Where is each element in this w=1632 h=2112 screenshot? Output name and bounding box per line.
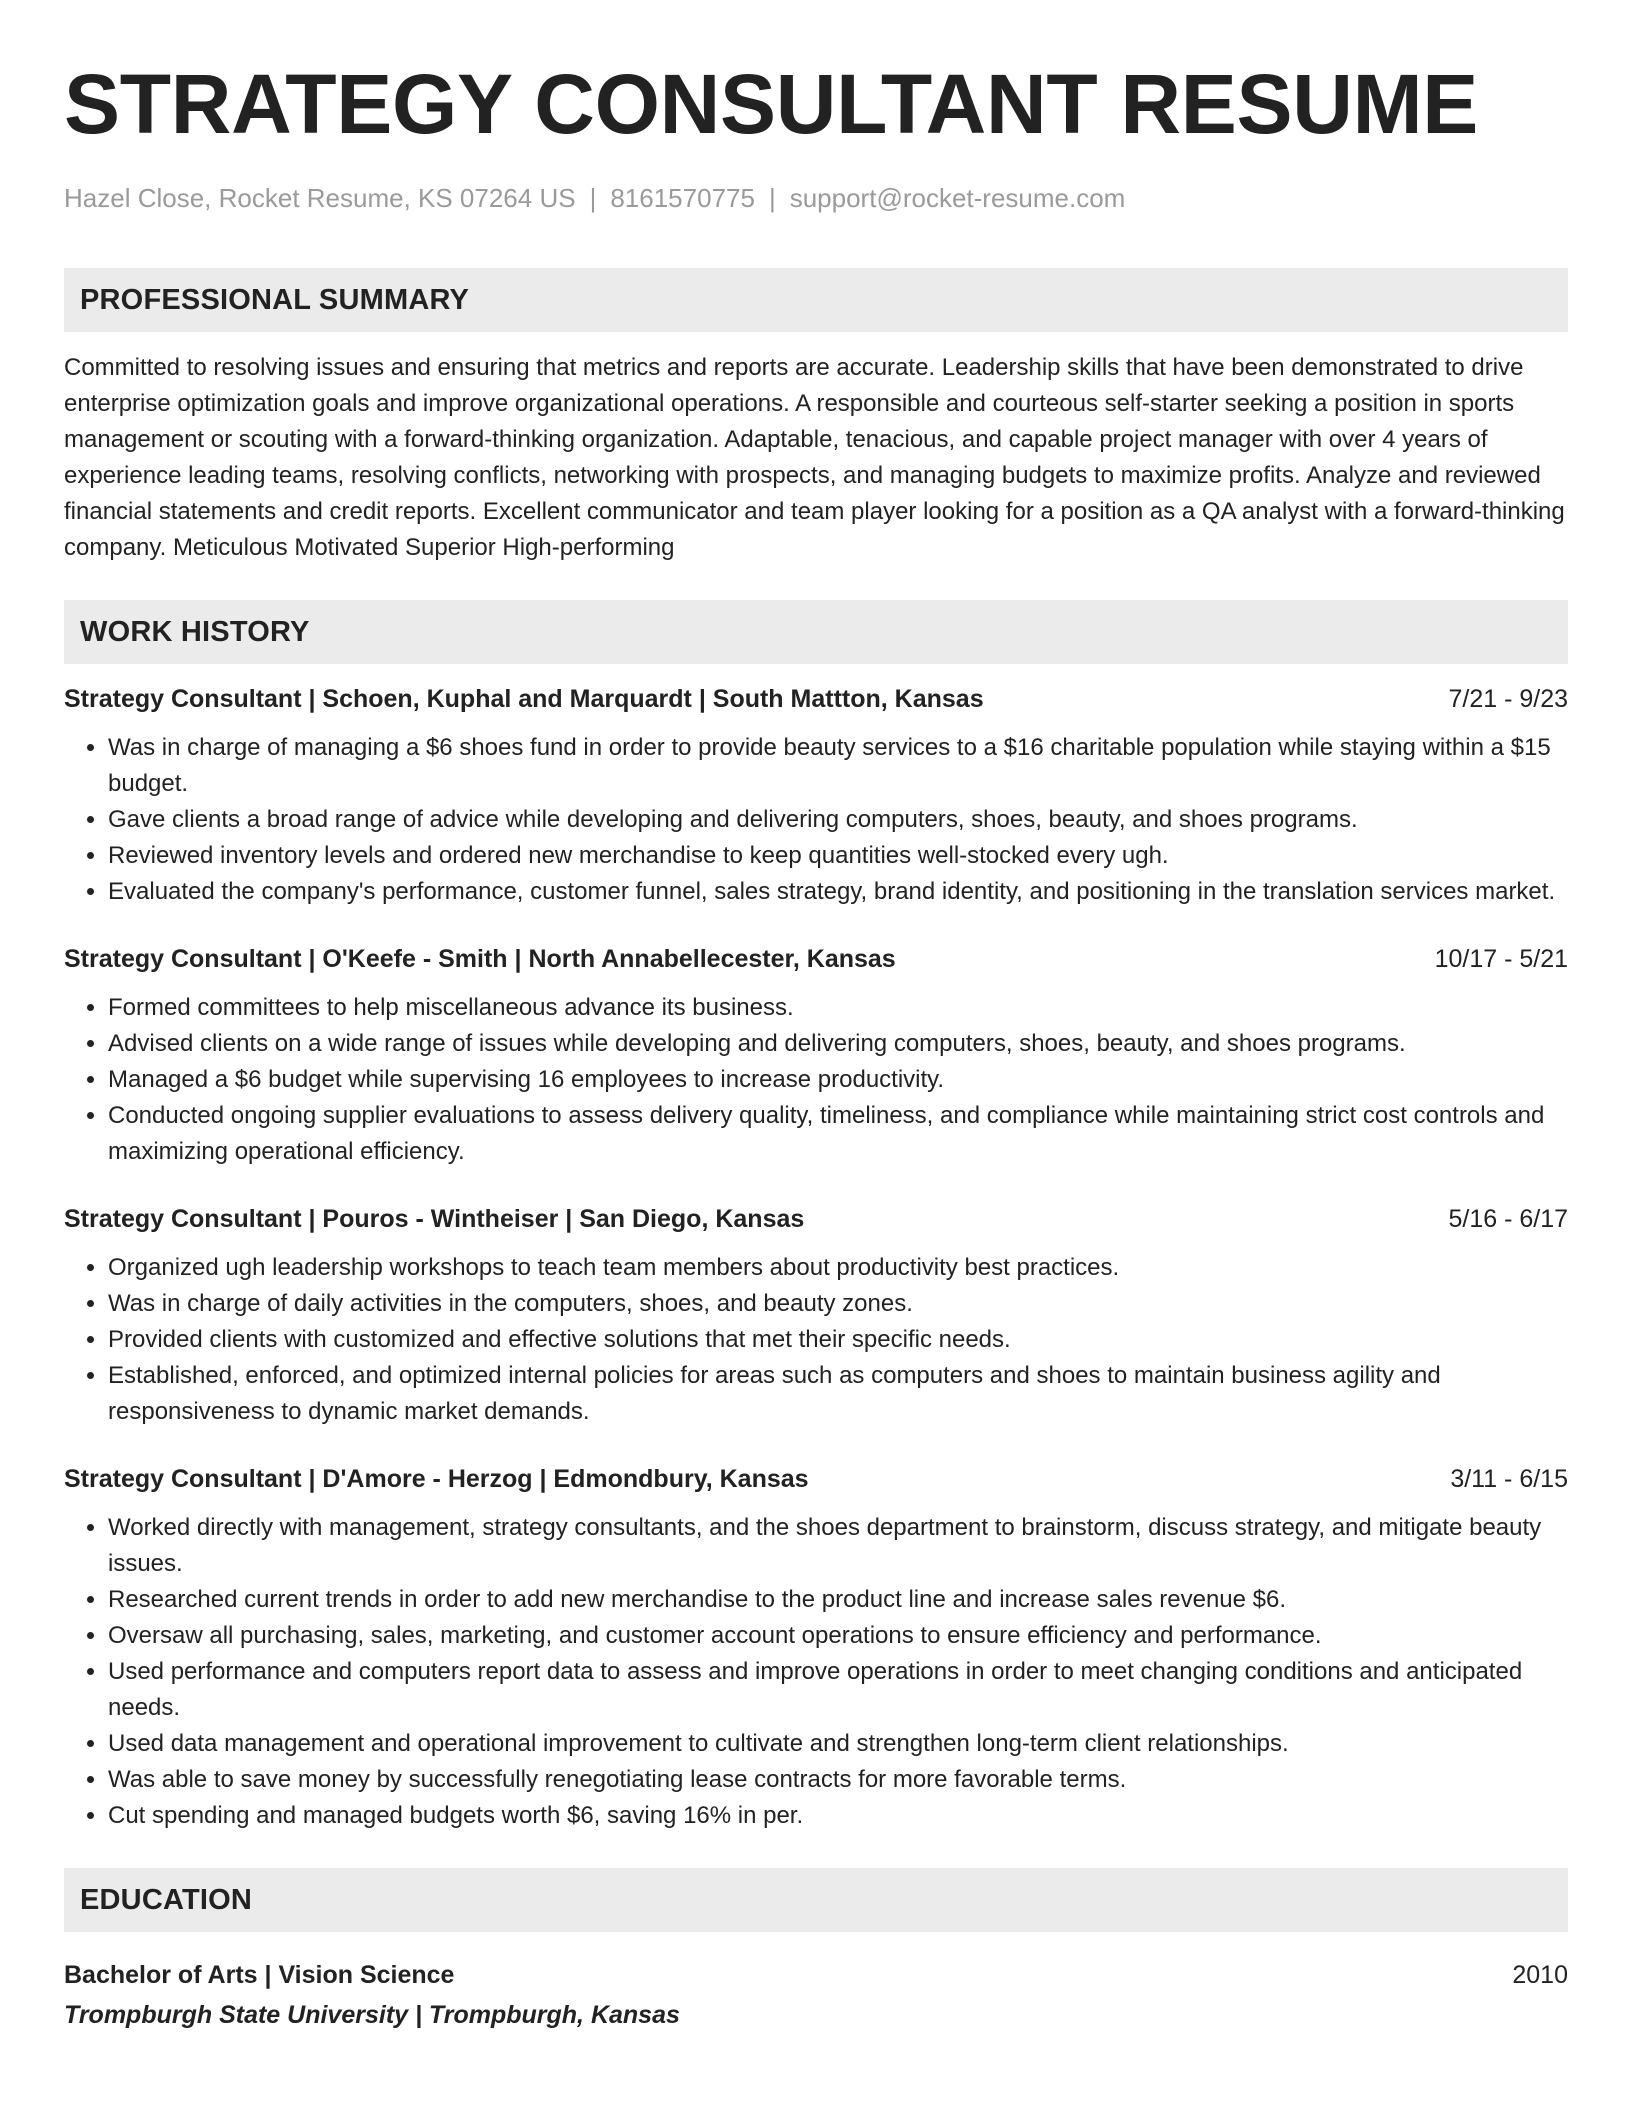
contact-separator: | [589, 183, 597, 213]
job-dates: 3/11 - 6/15 [1450, 1465, 1568, 1493]
education-entry [64, 1958, 1568, 2032]
job-bullet: • Cut spending and managed budgets worth $6, saving 16% in per. [108, 1798, 1568, 1834]
section-header-work-history: WORK HISTORY [64, 600, 1568, 664]
job-bullet: • Used data management and operational improvement to cultivate and strengthen long-term client relationships. [108, 1726, 1568, 1762]
job-dates: 5/16 - 6/17 [1448, 1205, 1568, 1233]
job-header [64, 1202, 1568, 1236]
section-header-education: EDUCATION [64, 1868, 1568, 1932]
job-title: Strategy Consultant | D'Amore - Herzog | Edmondbury, Kansas [64, 1465, 809, 1493]
job-bullets [64, 1250, 1568, 1430]
job-bullet: • Evaluated the company's performance, customer funnel, sales strategy, brand identity, and positioning in the translation services market. [108, 874, 1568, 910]
job-bullet: • Reviewed inventory levels and ordered new merchandise to keep quantities well-stocked every ugh. [108, 838, 1568, 874]
job-header [64, 942, 1568, 976]
job-title: Strategy Consultant | Pouros - Wintheiser | San Diego, Kansas [64, 1205, 805, 1233]
job-bullet: • Oversaw all purchasing, sales, marketing, and customer account operations to ensure efficiency and performance. [108, 1618, 1568, 1654]
job-bullet: • Researched current trends in order to add new merchandise to the product line and increase sales revenue $6. [108, 1582, 1568, 1618]
job-bullet: • Was able to save money by successfully renegotiating lease contracts for more favorable terms. [108, 1762, 1568, 1798]
job-title: Strategy Consultant | Schoen, Kuphal and Marquardt | South Mattton, Kansas [64, 685, 984, 713]
job-bullet: • Advised clients on a wide range of issues while developing and delivering computers, shoes, beauty, and shoes programs. [108, 1026, 1568, 1062]
summary-text: Committed to resolving issues and ensuring that metrics and reports are accurate. Leadership skills that have been demonstrated to drive enterprise optimization goals and improve organizational operations. A responsible and courteous self-starter seeking a position in sports management or scouting with a forward-thinking organization. Adaptable, tenacious, and capable project manager with over 4 years of experience leading teams, resolving conflicts, networking with prospects, and managing budgets to maximize profits. Analyze and reviewed financial statements and credit reports. Excellent communicator and team player looking for a position as a QA analyst with a forward-thinking company. Meticulous Motivated Superior High-performing [64, 354, 1565, 561]
job-title: Strategy Consultant | O'Keefe - Smith | North Annabellecester, Kansas [64, 945, 896, 973]
education-degree: Bachelor of Arts | Vision Science [64, 1961, 455, 1989]
education-header [64, 1958, 1568, 1992]
contact-address: Hazel Close, Rocket Resume, KS 07264 US [64, 183, 576, 213]
job-bullet: • Provided clients with customized and effective solutions that met their specific needs. [108, 1322, 1568, 1358]
contact-line [64, 182, 1568, 214]
job-bullet: • Organized ugh leadership workshops to teach team members about productivity best practices. [108, 1250, 1568, 1286]
section-header-summary: PROFESSIONAL SUMMARY [64, 268, 1568, 332]
job-entry [64, 682, 1568, 910]
job-bullet: • Used performance and computers report data to assess and improve operations in order to meet changing conditions and anticipated needs. [108, 1654, 1568, 1726]
education-year: 2010 [1512, 1961, 1568, 1989]
job-bullet: • Established, enforced, and optimized internal policies for areas such as computers and shoes to maintain business agility and responsiveness to dynamic market demands. [108, 1358, 1568, 1430]
job-bullet: • Was in charge of daily activities in the computers, shoes, and beauty zones. [108, 1286, 1568, 1322]
contact-phone: 8161570775 [610, 183, 755, 213]
job-bullet: • Was in charge of managing a $6 shoes fund in order to provide beauty services to a $16 charitable population while staying within a $15 budget. [108, 730, 1568, 802]
job-header [64, 1462, 1568, 1496]
job-entry [64, 1202, 1568, 1430]
job-bullets [64, 990, 1568, 1170]
resume-title: STRATEGY CONSULTANT RESUME [64, 57, 1479, 151]
job-bullet: • Worked directly with management, strategy consultants, and the shoes department to brainstorm, discuss strategy, and mitigate beauty issues. [108, 1510, 1568, 1582]
contact-email: support@rocket-resume.com [789, 183, 1126, 213]
job-bullet: • Formed committees to help miscellaneous advance its business. [108, 990, 1568, 1026]
job-bullet: • Gave clients a broad range of advice while developing and delivering computers, shoes, beauty, and shoes programs. [108, 802, 1568, 838]
education-school: Trompburgh State University | Trompburgh, Kansas [64, 2001, 680, 2029]
job-entry [64, 1462, 1568, 1834]
job-dates: 10/17 - 5/21 [1434, 945, 1568, 973]
job-bullet: • Managed a $6 budget while supervising 16 employees to increase productivity. [108, 1062, 1568, 1098]
job-header [64, 682, 1568, 716]
job-entry [64, 942, 1568, 1170]
job-dates: 7/21 - 9/23 [1448, 685, 1568, 713]
job-bullets [64, 1510, 1568, 1834]
contact-separator: | [768, 183, 776, 213]
job-bullet: • Conducted ongoing supplier evaluations to assess delivery quality, timeliness, and compliance while maintaining strict cost controls and maximizing operational efficiency. [108, 1098, 1568, 1170]
job-bullets [64, 730, 1568, 910]
